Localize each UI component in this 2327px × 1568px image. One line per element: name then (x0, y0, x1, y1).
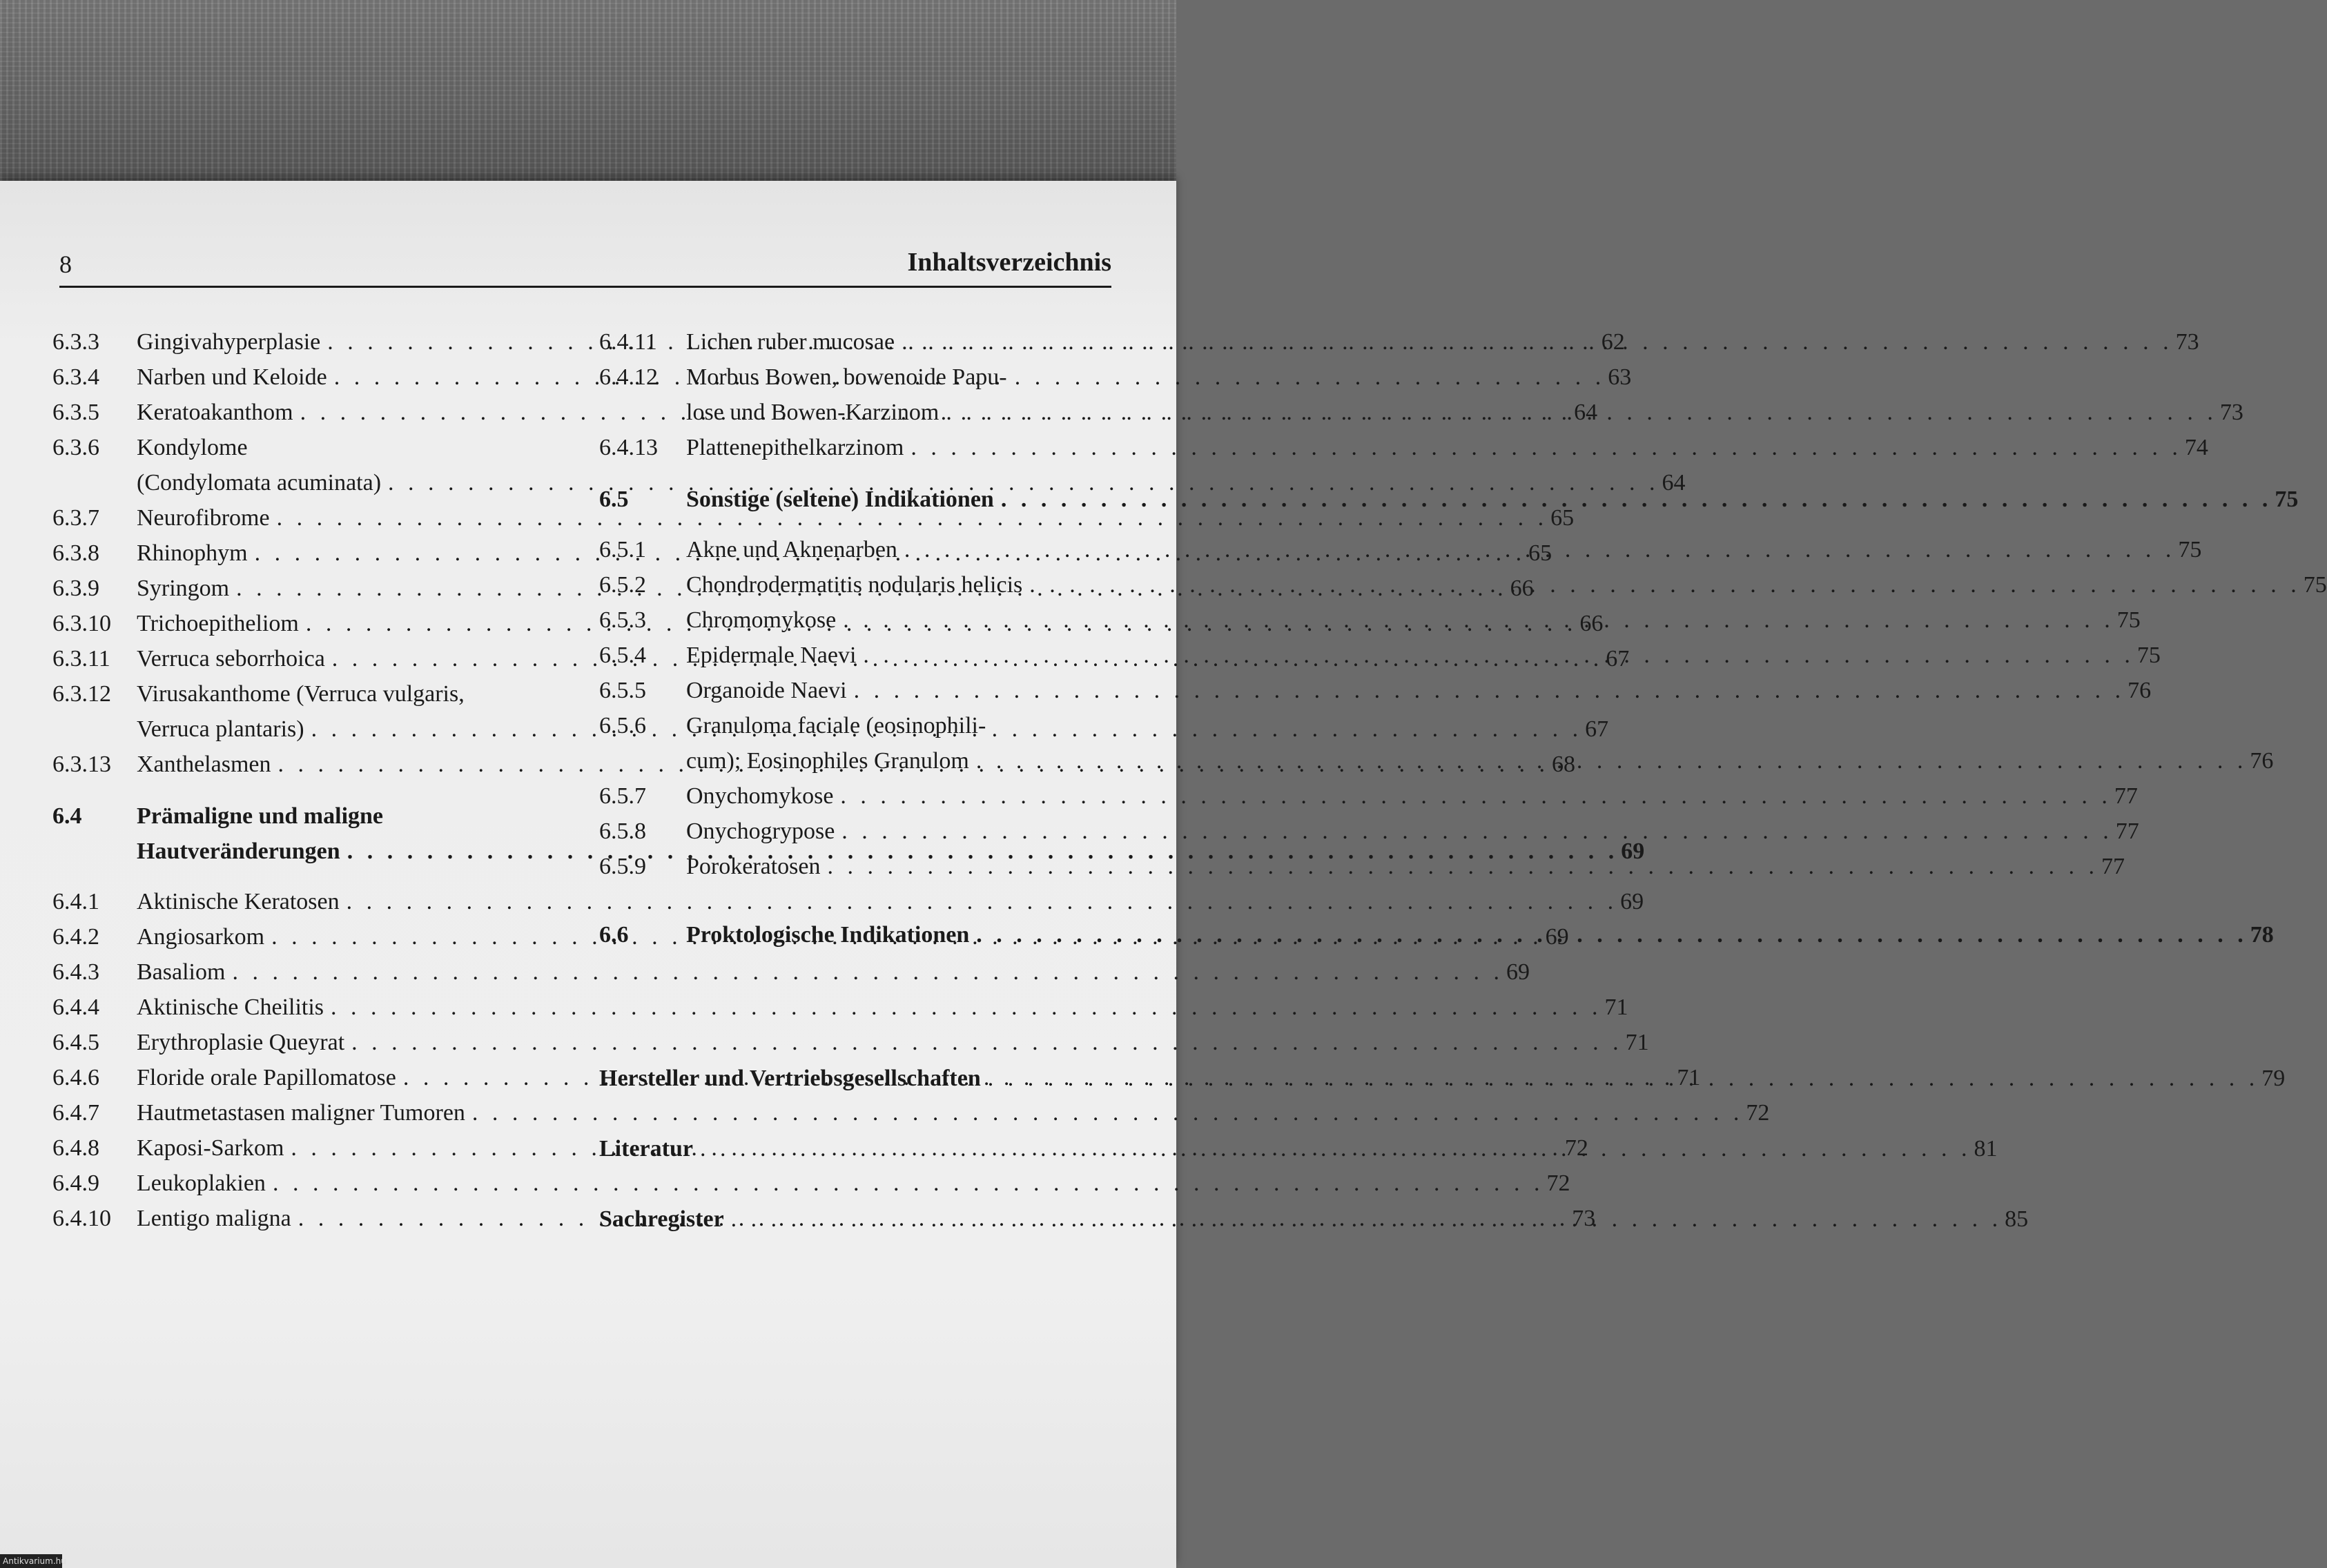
toc-entry[interactable] (52, 884, 1644, 919)
dot-leader (693, 1131, 1971, 1166)
entry-text (686, 917, 2274, 952)
entry-title: Lichen ruber mucosae (686, 329, 895, 355)
entry-page: 75 (2178, 537, 2202, 562)
dot-leader (835, 814, 2113, 849)
dot-leader (897, 532, 2176, 567)
back-matter-page: 79 (2261, 1066, 2286, 1091)
entry-title: Aktinische Cheilitis (137, 994, 324, 1020)
entry-line (686, 602, 2141, 638)
dot-leader (994, 482, 2272, 517)
entry-number: 6.4.5 (52, 1030, 99, 1055)
entry-number: 6.5.6 (599, 713, 646, 738)
entry-title: Hautmetastasen maligner Tumoren (137, 1100, 465, 1126)
toc-entry[interactable] (599, 430, 2208, 465)
entry-title: Morbus Bowen, bowenoide Papu- (686, 364, 1007, 390)
entry-page: 75 (2303, 572, 2327, 598)
entry-number: 6.3.11 (52, 646, 110, 672)
entry-page: 78 (2250, 922, 2274, 948)
entry-title: Porokeratosen (686, 854, 821, 879)
back-matter-title: Hersteller und Vertriebsgesellschaften (599, 1066, 981, 1091)
entry-title: Syringom (137, 576, 230, 601)
back-matter-title: Literatur (599, 1136, 693, 1162)
entry-line (686, 430, 2208, 465)
entry-number: 6.3.6 (52, 435, 99, 460)
entry-number: 6.5.2 (599, 572, 646, 598)
entry-page: 65 (1528, 540, 1552, 566)
entry-text (686, 532, 2201, 567)
entry-title: Prämaligne und maligne (137, 803, 384, 829)
entry-title: Gingivahyperplasie (137, 329, 321, 355)
entry-line (686, 638, 2161, 673)
entry-title: Sonstige (seltene) Indikationen (686, 487, 994, 512)
entry-title: Granuloma faciale (eosinophili- (686, 713, 986, 738)
entry-title: lose und Bowen-Karzinom (686, 400, 939, 425)
entry-text (686, 602, 2141, 638)
entry-page: 72 (1564, 1135, 1588, 1161)
entry-number: 6.5.8 (599, 819, 646, 844)
dot-leader (847, 673, 2125, 708)
entry-number: 6.4.13 (599, 435, 658, 460)
entry-title: Epidermale Naevi (686, 643, 857, 668)
entry-text (686, 567, 2327, 602)
dot-leader (981, 1061, 2259, 1096)
entry-number: 6.5.4 (599, 643, 646, 668)
entry-line (686, 917, 2274, 952)
entry-title: Plattenepithelkarzinom (686, 435, 904, 460)
toc-entry[interactable] (599, 673, 2152, 708)
entry-page: 75 (2116, 607, 2141, 633)
entry-number: 6.6 (599, 922, 629, 948)
entry-page: 71 (1604, 994, 1628, 1020)
entry-line (686, 360, 2243, 395)
entry-page: 69 (1545, 924, 1569, 950)
back-matter-title: Sachregister (599, 1206, 724, 1232)
entry-title: Virusakanthome (Verruca vulgaris, (137, 681, 465, 707)
entry-text (686, 482, 2298, 517)
entry-number: 6.3.7 (52, 505, 99, 531)
entry-number: 6.5.5 (599, 678, 646, 703)
entry-title: Narben und Keloide (137, 364, 327, 390)
entry-title: Floride orale Papillomatose (137, 1065, 396, 1090)
entry-page: 72 (1746, 1100, 1770, 1126)
toc-entry[interactable] (52, 500, 1575, 536)
entry-page: 73 (1572, 1206, 1596, 1231)
toc-entry[interactable] (52, 954, 1530, 990)
entry-page: 74 (2184, 435, 2208, 460)
toc-entry[interactable] (52, 1095, 1770, 1130)
toc-entry[interactable] (599, 814, 2139, 849)
entry-number: 6.3.3 (52, 329, 99, 355)
entry-text (686, 360, 2243, 430)
entry-page: 75 (2136, 643, 2161, 668)
toc-entry[interactable] (599, 532, 2202, 567)
entry-line (686, 849, 2125, 884)
dot-leader (821, 849, 2099, 884)
entry-title: Leukoplakien (137, 1170, 266, 1196)
dot-leader (969, 743, 2248, 778)
entry-number: 6.5.3 (599, 607, 646, 633)
entry-title: Rhinophym (137, 540, 248, 566)
entry-title: (Condylomata acuminata) (137, 470, 382, 496)
dot-leader (1022, 567, 2301, 602)
entry-text (686, 814, 2139, 849)
entry-page: 73 (2219, 400, 2243, 425)
entry-page: 64 (1662, 470, 1686, 496)
entry-number: 6.5 (599, 487, 629, 512)
entry-line (686, 532, 2201, 567)
dot-leader (895, 324, 2173, 360)
entry-text (686, 324, 2199, 360)
entry-title: Verruca plantaris) (137, 716, 304, 742)
entry-page: 69 (1506, 959, 1530, 985)
header-rule (59, 286, 1111, 288)
back-matter-page: 85 (2005, 1206, 2029, 1232)
toc-entry[interactable] (52, 1166, 1570, 1201)
entry-title: Akne und Aknenarben (686, 537, 897, 562)
entry-line (686, 708, 2273, 743)
entry-page: 63 (1608, 364, 1632, 390)
entry-line (686, 814, 2139, 849)
entry-page: 64 (1574, 400, 1598, 425)
entry-number: 6.4.6 (52, 1065, 99, 1090)
entry-page: 65 (1550, 505, 1575, 531)
entry-number: 6.4.12 (599, 364, 658, 390)
entry-line (686, 673, 2151, 708)
entry-number: 6.3.8 (52, 540, 99, 566)
running-title: Inhaltsverzeichnis (907, 248, 1111, 277)
entry-number: 6.3.4 (52, 364, 99, 390)
entry-page: 72 (1546, 1170, 1570, 1196)
entry-line (686, 395, 2243, 430)
entry-page: 75 (2275, 487, 2299, 512)
entry-title: Kondylome (137, 435, 248, 460)
entry-number: 6.4.4 (52, 994, 99, 1020)
entry-line (686, 743, 2273, 778)
page-number: 8 (59, 251, 72, 278)
entry-page: 71 (1677, 1065, 1701, 1090)
entry-number: 6.4.10 (52, 1206, 111, 1231)
entry-title: Neurofibrome (137, 505, 270, 531)
entry-page: 73 (2175, 329, 2199, 355)
entry-page: 66 (1510, 576, 1534, 601)
entry-text (686, 708, 2273, 778)
entry-page: 77 (2101, 854, 2125, 879)
entry-page: 69 (1621, 839, 1645, 864)
entry-page: 77 (2115, 819, 2139, 844)
entry-number: 6.4 (52, 803, 82, 829)
toc-entry[interactable] (52, 990, 1628, 1025)
entry-title: Kaposi-Sarkom (137, 1135, 284, 1161)
entry-text (686, 673, 2151, 708)
entry-title: Keratoakanthom (137, 400, 293, 425)
entry-number: 6.4.8 (52, 1135, 99, 1161)
entry-number: 6.4.11 (599, 329, 657, 355)
entry-number: 6.4.1 (52, 889, 99, 914)
entry-page: 69 (1620, 889, 1644, 914)
back-matter-page: 81 (1974, 1136, 1998, 1162)
entry-page: 71 (1625, 1030, 1649, 1055)
entry-number: 6.5.9 (599, 854, 646, 879)
entry-title: cum); Eosinophiles Granulom (686, 748, 969, 774)
watermark: Antikvarium.hu (0, 1554, 62, 1568)
dot-leader (856, 638, 2134, 673)
entry-number: 6.3.10 (52, 611, 111, 636)
entry-page: 77 (2114, 783, 2138, 809)
entry-page: 66 (1579, 611, 1604, 636)
entry-line (686, 482, 2298, 517)
entry-page: 76 (2128, 678, 2152, 703)
entry-title: Angiosarkom (137, 924, 265, 950)
entry-title: Organoide Naevi (686, 678, 847, 703)
entry-page: 76 (2250, 748, 2274, 774)
entry-title: Lentigo maligna (137, 1206, 291, 1231)
entry-line (686, 324, 2199, 360)
background-fabric (0, 0, 1176, 188)
entry-page: 62 (1601, 329, 1625, 355)
entry-page: 67 (1585, 716, 1609, 742)
dot-leader (836, 602, 2114, 638)
entry-text (686, 778, 2138, 814)
entry-title: Xanthelasmen (137, 752, 271, 777)
entry-title: Aktinische Keratosen (137, 889, 340, 914)
entry-page: 67 (1606, 646, 1630, 672)
entry-number: 6.3.5 (52, 400, 99, 425)
entry-number: 6.4.2 (52, 924, 99, 950)
toc-entry[interactable] (599, 778, 2138, 814)
dot-leader (833, 778, 2112, 814)
entry-text (686, 430, 2208, 465)
entry-title: Trichoepitheliom (137, 611, 299, 636)
dot-leader (724, 1202, 2003, 1237)
entry-title: Hautveränderungen (137, 839, 340, 864)
entry-title: Erythroplasie Queyrat (137, 1030, 345, 1055)
entry-number: 6.3.9 (52, 576, 99, 601)
dot-leader (969, 917, 2248, 952)
dot-leader (904, 430, 2182, 465)
entry-title: Proktologische Indikationen (686, 922, 970, 948)
entry-title: Verruca seborrhoica (137, 646, 325, 672)
dot-leader (939, 395, 2217, 430)
entry-number: 6.5.7 (599, 783, 646, 809)
entry-title: Onychogrypose (686, 819, 835, 844)
entry-number: 6.5.1 (599, 537, 646, 562)
entry-title: Onychomykose (686, 783, 834, 809)
entry-text (686, 849, 2125, 884)
toc-entry[interactable] (52, 1025, 1649, 1060)
entry-text (686, 638, 2161, 673)
entry-title: Chondrodermatitis nodularis helicis (686, 572, 1023, 598)
entry-page: 68 (1552, 752, 1575, 777)
entry-line (686, 567, 2327, 602)
entry-number: 6.4.9 (52, 1170, 99, 1196)
entry-title: Basaliom (137, 959, 226, 985)
entry-line (686, 778, 2138, 814)
entry-number: 6.3.12 (52, 681, 111, 707)
entry-number: 6.4.7 (52, 1100, 99, 1126)
entry-number: 6.3.13 (52, 752, 111, 777)
entry-title: Chromomykose (686, 607, 837, 633)
entry-number: 6.4.3 (52, 959, 99, 985)
